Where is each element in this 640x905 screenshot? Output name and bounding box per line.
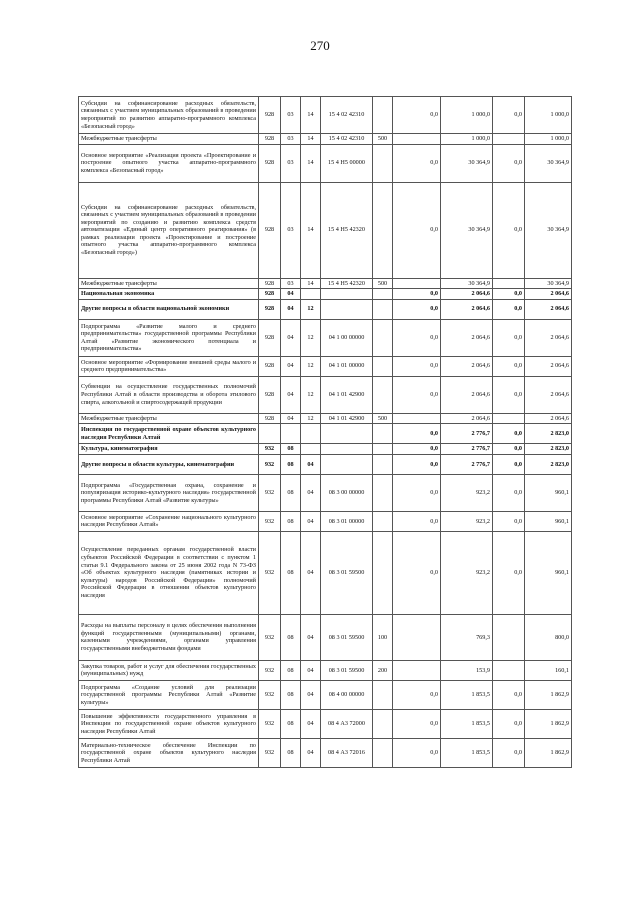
- row-target-article: 08 3 01 00000: [321, 511, 373, 531]
- row-target-article: 04 1 01 00000: [321, 356, 373, 376]
- row-name: Основное мероприятие «Сохранение национального культурного наследия Республики Алтай»: [79, 511, 259, 531]
- row-value-4: 2 064,6: [525, 376, 572, 413]
- table-row: [79, 97, 572, 134]
- row-name: Субсидии на софинансирование расходных обязательств, связанных с участием муниципальных образований в проведении мероприятий по развитию аппаратно-программного комплекса «Безопасный город»: [79, 97, 259, 134]
- table-row: [79, 182, 572, 278]
- row-target-article: 08 3 01 59500: [321, 614, 373, 660]
- row-value-2: 153,9: [441, 660, 493, 680]
- row-subsection: 12: [301, 319, 321, 356]
- row-value-4: 2 823,0: [525, 444, 572, 455]
- row-name: Культура, кинематография: [79, 444, 259, 455]
- row-value-4: 30 364,9: [525, 278, 572, 289]
- row-target-article: 15 4 Н5 42320: [321, 278, 373, 289]
- row-value-4: 800,0: [525, 614, 572, 660]
- row-admin-code: 928: [259, 289, 281, 300]
- row-name: Основное мероприятие «Формирование внешней среды малого и среднего предпринимательства»: [79, 356, 259, 376]
- row-value-4: 1 862,9: [525, 709, 572, 738]
- row-name: Повышение эффективности государственного управления в Инспекции по государственной охране объектов культурного наследия Республики Алтай: [79, 709, 259, 738]
- row-name: Подпрограмма «Развитие малого и среднего предпринимательства» государственной программы Республики Алтай «Развитие экономического потенциала и предпринимательства»: [79, 319, 259, 356]
- row-value-4: 1 862,9: [525, 738, 572, 767]
- row-section: 04: [281, 319, 301, 356]
- row-value-3: [493, 413, 525, 424]
- row-expense-type: [373, 144, 393, 182]
- row-admin-code: 928: [259, 182, 281, 278]
- row-section: 08: [281, 738, 301, 767]
- row-expense-type: [373, 97, 393, 134]
- row-admin-code: 928: [259, 134, 281, 145]
- row-section: 04: [281, 413, 301, 424]
- table-row: [79, 424, 572, 444]
- row-value-1: 0,0: [393, 356, 441, 376]
- row-admin-code: 932: [259, 709, 281, 738]
- row-value-1: 0,0: [393, 319, 441, 356]
- row-value-1: 0,0: [393, 299, 441, 319]
- table-row: [79, 709, 572, 738]
- row-admin-code: 928: [259, 299, 281, 319]
- row-value-3: 0,0: [493, 182, 525, 278]
- row-subsection: 14: [301, 97, 321, 134]
- row-value-3: 0,0: [493, 444, 525, 455]
- row-section: 03: [281, 97, 301, 134]
- row-expense-type: [373, 444, 393, 455]
- row-admin-code: 932: [259, 531, 281, 614]
- row-value-4: 960,1: [525, 474, 572, 511]
- row-value-1: 0,0: [393, 289, 441, 300]
- row-value-1: 0,0: [393, 97, 441, 134]
- row-value-3: 0,0: [493, 299, 525, 319]
- row-value-2: 2 776,7: [441, 454, 493, 474]
- row-section: 04: [281, 356, 301, 376]
- row-expense-type: [373, 454, 393, 474]
- row-section: 08: [281, 511, 301, 531]
- row-subsection: 04: [301, 614, 321, 660]
- row-value-3: 0,0: [493, 738, 525, 767]
- row-subsection: 04: [301, 709, 321, 738]
- row-admin-code: 932: [259, 738, 281, 767]
- row-expense-type: [373, 531, 393, 614]
- row-value-2: 2 064,6: [441, 356, 493, 376]
- row-admin-code: 928: [259, 144, 281, 182]
- row-value-4: 2 064,6: [525, 319, 572, 356]
- row-value-2: 2 064,6: [441, 376, 493, 413]
- row-admin-code: 928: [259, 319, 281, 356]
- row-value-2: 30 364,9: [441, 144, 493, 182]
- table-row: [79, 356, 572, 376]
- row-admin-code: 932: [259, 511, 281, 531]
- row-section: 03: [281, 278, 301, 289]
- row-admin-code: 928: [259, 278, 281, 289]
- row-admin-code: 928: [259, 376, 281, 413]
- row-expense-type: [373, 474, 393, 511]
- row-name: Другие вопросы в области культуры, кинематографии: [79, 454, 259, 474]
- row-value-1: [393, 134, 441, 145]
- row-subsection: 04: [301, 511, 321, 531]
- table-row: [79, 299, 572, 319]
- row-target-article: 08 4 А3 72016: [321, 738, 373, 767]
- row-target-article: 08 3 01 59500: [321, 531, 373, 614]
- row-value-2: 2 064,6: [441, 289, 493, 300]
- row-name: Подпрограмма «Создание условий для реализации государственной программы Республики Алтай «Развитие культуры»: [79, 680, 259, 709]
- row-value-3: [493, 614, 525, 660]
- row-name: Другие вопросы в области национальной экономики: [79, 299, 259, 319]
- table-row: [79, 413, 572, 424]
- row-expense-type: [373, 319, 393, 356]
- row-value-4: 1 000,0: [525, 97, 572, 134]
- row-value-4: 2 823,0: [525, 454, 572, 474]
- row-expense-type: 500: [373, 413, 393, 424]
- row-section: 03: [281, 182, 301, 278]
- row-subsection: [301, 424, 321, 444]
- row-subsection: 04: [301, 474, 321, 511]
- row-value-3: 0,0: [493, 319, 525, 356]
- row-expense-type: [373, 376, 393, 413]
- table-row: [79, 531, 572, 614]
- row-value-3: 0,0: [493, 474, 525, 511]
- row-section: 08: [281, 454, 301, 474]
- row-value-3: 0,0: [493, 680, 525, 709]
- row-admin-code: 928: [259, 97, 281, 134]
- row-value-3: 0,0: [493, 289, 525, 300]
- row-subsection: 14: [301, 278, 321, 289]
- row-value-3: [493, 278, 525, 289]
- row-expense-type: 100: [373, 614, 393, 660]
- row-expense-type: [373, 709, 393, 738]
- row-name: Расходы на выплаты персоналу в целях обеспечения выполнения функций государственными (муниципальными) органами, казенными учреждениями, органами управления государственными внебюджетными фондами: [79, 614, 259, 660]
- row-value-2: 30 364,9: [441, 182, 493, 278]
- table-row: [79, 444, 572, 455]
- row-section: 08: [281, 444, 301, 455]
- table-row: [79, 454, 572, 474]
- row-admin-code: 932: [259, 474, 281, 511]
- row-value-4: 1 000,0: [525, 134, 572, 145]
- table-row: [79, 614, 572, 660]
- row-value-3: 0,0: [493, 709, 525, 738]
- table-row: [79, 319, 572, 356]
- row-target-article: [321, 444, 373, 455]
- row-expense-type: [373, 680, 393, 709]
- row-expense-type: 500: [373, 278, 393, 289]
- row-subsection: 04: [301, 454, 321, 474]
- row-section: 08: [281, 680, 301, 709]
- row-subsection: 04: [301, 680, 321, 709]
- row-value-1: 0,0: [393, 511, 441, 531]
- row-value-2: 769,3: [441, 614, 493, 660]
- row-subsection: 04: [301, 738, 321, 767]
- row-expense-type: [373, 511, 393, 531]
- row-section: 04: [281, 299, 301, 319]
- row-target-article: 08 4 А3 72000: [321, 709, 373, 738]
- row-subsection: 12: [301, 299, 321, 319]
- row-section: [281, 424, 301, 444]
- row-value-4: 30 364,9: [525, 144, 572, 182]
- row-value-2: 2 064,6: [441, 299, 493, 319]
- row-value-1: 0,0: [393, 738, 441, 767]
- row-admin-code: 932: [259, 614, 281, 660]
- row-admin-code: 932: [259, 680, 281, 709]
- row-target-article: 08 4 00 00000: [321, 680, 373, 709]
- row-value-1: [393, 614, 441, 660]
- row-name: Субсидии на софинансирование расходных обязательств, связанных с участием муниципальных образований в проведении мероприятий по созданию и развитию комплекса средств автоматизации «Единый центр оперативного реагирования» (в рамках реализации проекта «Проектирование и построение опытного участка аппаратно-программного комплекса «Безопасный город»): [79, 182, 259, 278]
- row-target-article: 04 1 01 42900: [321, 376, 373, 413]
- table-row: [79, 376, 572, 413]
- row-value-1: 0,0: [393, 144, 441, 182]
- table-row: [79, 289, 572, 300]
- row-subsection: 14: [301, 182, 321, 278]
- row-value-4: 1 862,9: [525, 680, 572, 709]
- row-value-3: 0,0: [493, 531, 525, 614]
- row-target-article: [321, 289, 373, 300]
- row-value-3: 0,0: [493, 454, 525, 474]
- row-value-2: 923,2: [441, 531, 493, 614]
- row-admin-code: 928: [259, 413, 281, 424]
- row-admin-code: 928: [259, 356, 281, 376]
- row-value-4: 2 064,6: [525, 289, 572, 300]
- row-value-1: 0,0: [393, 709, 441, 738]
- row-section: 08: [281, 709, 301, 738]
- row-subsection: [301, 289, 321, 300]
- row-value-2: 1 853,5: [441, 709, 493, 738]
- row-value-4: 960,1: [525, 531, 572, 614]
- row-value-1: [393, 413, 441, 424]
- row-subsection: 14: [301, 134, 321, 145]
- row-value-2: 1 853,5: [441, 680, 493, 709]
- row-name: Межбюджетные трансферты: [79, 413, 259, 424]
- table-row: [79, 278, 572, 289]
- row-value-2: 923,2: [441, 474, 493, 511]
- row-admin-code: 932: [259, 454, 281, 474]
- row-target-article: 08 3 01 59500: [321, 660, 373, 680]
- row-value-2: 1 000,0: [441, 134, 493, 145]
- row-subsection: 12: [301, 356, 321, 376]
- row-value-3: 0,0: [493, 511, 525, 531]
- row-name: Национальная экономика: [79, 289, 259, 300]
- row-name: Материально-техническое обеспечение Инспекции по государственной охране объектов культурного наследия Республики Алтай: [79, 738, 259, 767]
- row-admin-code: 932: [259, 444, 281, 455]
- table-row: [79, 680, 572, 709]
- row-target-article: [321, 424, 373, 444]
- row-value-3: [493, 134, 525, 145]
- row-value-2: 2 064,6: [441, 319, 493, 356]
- row-target-article: 15 4 Н5 00000: [321, 144, 373, 182]
- row-value-3: 0,0: [493, 356, 525, 376]
- page-number: 270: [310, 38, 330, 53]
- row-subsection: 12: [301, 376, 321, 413]
- row-value-1: 0,0: [393, 454, 441, 474]
- row-name: Межбюджетные трансферты: [79, 278, 259, 289]
- row-name: Субвенции на осуществление государственных полномочий Республики Алтай в области производства и оборота этилового спирта, алкогольной и спиртосодержащей продукции: [79, 376, 259, 413]
- table-row: [79, 144, 572, 182]
- row-name: Инспекция по государственной охране объектов культурного наследия Республики Алтай: [79, 424, 259, 444]
- row-expense-type: 500: [373, 134, 393, 145]
- table-row: [79, 474, 572, 511]
- row-target-article: [321, 299, 373, 319]
- row-target-article: 04 1 01 42900: [321, 413, 373, 424]
- row-expense-type: [373, 738, 393, 767]
- row-subsection: 12: [301, 413, 321, 424]
- row-subsection: [301, 444, 321, 455]
- row-value-4: 2 823,0: [525, 424, 572, 444]
- table-row: [79, 134, 572, 145]
- row-target-article: 15 4 02 42310: [321, 97, 373, 134]
- row-value-3: 0,0: [493, 97, 525, 134]
- row-target-article: [321, 454, 373, 474]
- row-value-2: 2 776,7: [441, 424, 493, 444]
- row-section: 04: [281, 376, 301, 413]
- row-section: 03: [281, 134, 301, 145]
- row-value-2: 2 776,7: [441, 444, 493, 455]
- row-value-2: 30 364,9: [441, 278, 493, 289]
- row-value-1: 0,0: [393, 424, 441, 444]
- row-name: Осуществление переданных органам государственной власти субъектов Российской Федерации в соответствии с пунктом 1 статьи 9.1 Федерального закона от 25 июня 2002 года N 73-ФЗ «Об объектах культурного наследия (памятниках истории и культуры) народов Российской Федерации» полномочий Российской Федерации в отношении объектов культурного наследия: [79, 531, 259, 614]
- row-value-4: 2 064,6: [525, 413, 572, 424]
- row-target-article: 04 1 00 00000: [321, 319, 373, 356]
- row-value-4: 30 364,9: [525, 182, 572, 278]
- table-row: [79, 511, 572, 531]
- row-section: 04: [281, 289, 301, 300]
- row-value-1: 0,0: [393, 680, 441, 709]
- row-section: 08: [281, 531, 301, 614]
- budget-table: [78, 96, 572, 768]
- row-value-3: 0,0: [493, 376, 525, 413]
- row-section: 08: [281, 614, 301, 660]
- row-expense-type: [373, 356, 393, 376]
- row-value-4: 960,1: [525, 511, 572, 531]
- row-subsection: 04: [301, 660, 321, 680]
- row-subsection: 14: [301, 144, 321, 182]
- row-value-2: 1 000,0: [441, 97, 493, 134]
- row-admin-code: 932: [259, 660, 281, 680]
- row-value-3: 0,0: [493, 144, 525, 182]
- row-target-article: 15 4 Н5 42320: [321, 182, 373, 278]
- row-name: Межбюджетные трансферты: [79, 134, 259, 145]
- row-section: 08: [281, 660, 301, 680]
- row-value-1: 0,0: [393, 444, 441, 455]
- row-section: 08: [281, 474, 301, 511]
- row-value-4: 160,1: [525, 660, 572, 680]
- row-expense-type: 200: [373, 660, 393, 680]
- row-admin-code: [259, 424, 281, 444]
- row-value-1: 0,0: [393, 182, 441, 278]
- row-value-1: [393, 660, 441, 680]
- row-value-1: 0,0: [393, 531, 441, 614]
- row-target-article: 15 4 02 42310: [321, 134, 373, 145]
- row-value-2: 1 853,5: [441, 738, 493, 767]
- row-value-1: 0,0: [393, 474, 441, 511]
- table-row: [79, 738, 572, 767]
- row-section: 03: [281, 144, 301, 182]
- row-expense-type: [373, 289, 393, 300]
- row-value-1: [393, 278, 441, 289]
- row-expense-type: [373, 424, 393, 444]
- row-name: Основное мероприятие «Реализация проекта «Проектирование и построение опытного участка аппаратно-программного комплекса «Безопасный город»: [79, 144, 259, 182]
- row-value-4: 2 064,6: [525, 356, 572, 376]
- row-target-article: 08 3 00 00000: [321, 474, 373, 511]
- row-name: Подпрограмма «Государственная охрана, сохранение и популяризация историко-культурного наследия» государственной программы Республики Алтай «Развитие культуры»: [79, 474, 259, 511]
- table-row: [79, 660, 572, 680]
- row-name: Закупка товаров, работ и услуг для обеспечения государственных (муниципальных) нужд: [79, 660, 259, 680]
- row-subsection: 04: [301, 531, 321, 614]
- row-value-3: 0,0: [493, 424, 525, 444]
- row-expense-type: [373, 182, 393, 278]
- row-value-2: 923,2: [441, 511, 493, 531]
- row-value-1: 0,0: [393, 376, 441, 413]
- row-value-2: 2 064,6: [441, 413, 493, 424]
- row-value-4: 2 064,6: [525, 299, 572, 319]
- row-value-3: [493, 660, 525, 680]
- row-expense-type: [373, 299, 393, 319]
